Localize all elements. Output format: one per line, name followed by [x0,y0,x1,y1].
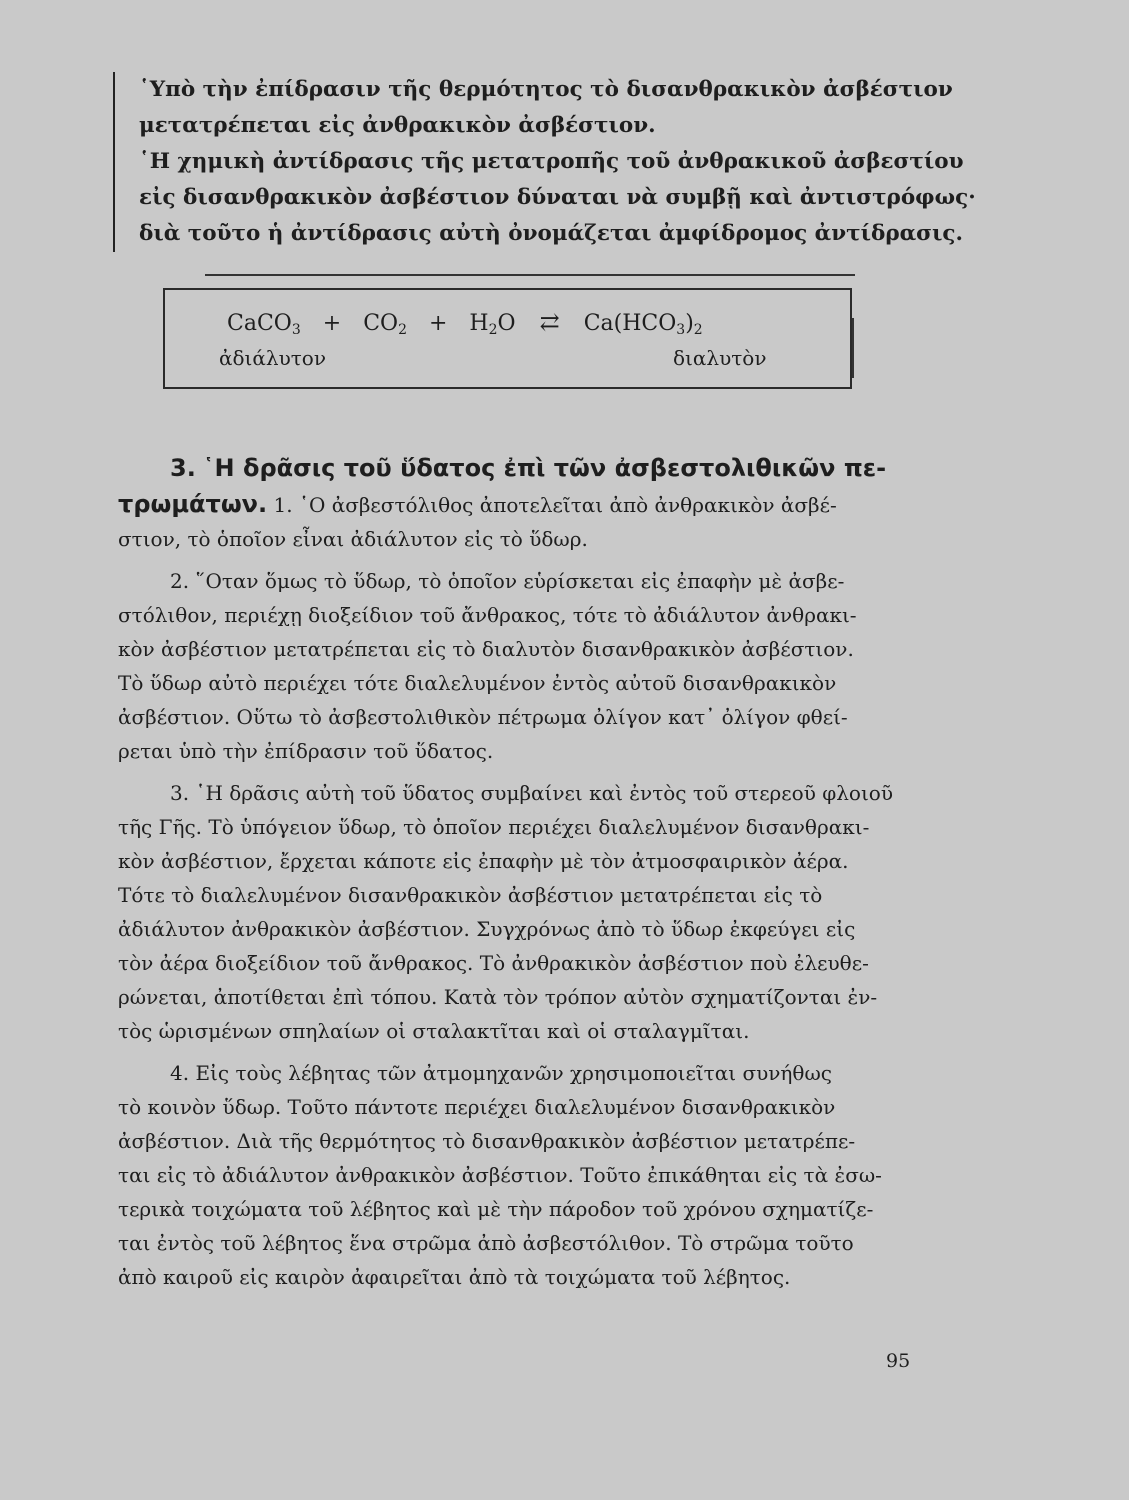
paragraph-4 [118,1056,918,1294]
paragraph-2 [118,564,918,768]
paragraph-line: ἀδιάλυτον ἀνθρακικὸν ἀσβέστιον. Συγχρόνως ἀπὸ τὸ ὕδωρ ἐκφεύγει εἰς [118,917,856,941]
paragraph-line: ἀπὸ καιροῦ εἰς καιρὸν ἀφαιρεῖται ἀπὸ τὰ τοιχώματα τοῦ λέβητος. [118,1265,791,1289]
paragraph-line: κὸν ἀσβέστιον μετατρέπεται εἰς τὸ διαλυτὸν δισανθρακικὸν ἀσβέστιον. [118,637,854,661]
paragraph-line: 3. ῾Η δρᾶσις αὐτὴ τοῦ ὕδατος συμβαίνει καὶ ἐντὸς τοῦ στερεοῦ φλοιοῦ [170,781,893,805]
equation-top-rule [205,274,855,276]
paragraph-line: ται ἐντὸς τοῦ λέβητος ἕνα στρῶμα ἀπὸ ἀσβεστόλιθον. Τὸ στρῶμα τοῦτο [118,1231,854,1255]
equation-box [163,288,852,389]
paragraph-line: τὸ κοινὸν ὕδωρ. Τοῦτο πάντοτε περιέχει διαλελυμένον δισανθρακικὸν [118,1095,836,1119]
reactant-h2o: $H_2O$ [469,311,516,338]
paragraph-line: τὸς ὡρισμένων σπηλαίων οἱ σταλακτῖται καὶ οἱ σταλαγμῖται. [118,1019,750,1043]
label-soluble: διαλυτὸν [673,346,767,370]
paragraph-line: ἀσβέστιον. Διὰ τῆς θερμότητος τὸ δισανθρακικὸν ἀσβέστιον μετατρέπε- [118,1129,856,1153]
paragraph-1-start: 1. ῾Ο ἀσβεστόλιθος ἀποτελεῖται ἀπὸ ἀνθρακικὸν ἀσβέ- [267,493,837,517]
paragraph-line: 4. Εἰς τοὺς λέβητας τῶν ἀτμομηχανῶν χρησιμοποιεῖται συνήθως [170,1061,832,1085]
paragraph-line: ται εἰς τὸ ἀδιάλυτον ἀνθρακικὸν ἀσβέστιον. Τοῦτο ἐπικάθηται εἰς τὰ ἐσω- [118,1163,882,1187]
product-ca-hco3-2: $Ca(HCO_3)_2$ [583,311,703,338]
reactant-caco3: CaCO$_3$ [227,311,301,338]
paragraph-line: Τὸ ὕδωρ αὐτὸ περιέχει τότε διαλελυμένον ἐντὸς αὐτοῦ δισανθρακικὸν [118,671,837,695]
label-insoluble: ἀδιάλυτον [219,346,326,370]
paragraph-line: ἀσβέστιον. Οὕτω τὸ ἀσβεστολιθικὸν πέτρωμα ὀλίγον κατ᾽ ὀλίγον φθεί- [118,705,848,729]
heading-title-continued: τρωμάτων. [118,490,268,518]
reactant-co2: $CO_2$ [363,311,407,338]
paragraph-line: στιον, τὸ ὁποῖον εἶναι ἀδιάλυτον εἰς τὸ ὕδωρ. [118,527,588,551]
equilibrium-arrow-icon: ⇄ [539,308,560,336]
plus-sign: + [322,311,342,336]
equation-box-side-rule [852,318,854,378]
summary-line: εἰς δισανθρακικὸν ἀσβέστιον δύναται νὰ συμβῇ καὶ ἀντιστρόφως· [139,185,976,210]
paragraph-line: Τότε τὸ διαλελυμένον δισανθρακικὸν ἀσβέστιον μετατρέπεται εἰς τὸ [118,883,823,907]
paragraph-line: στόλιθον, περιέχῃ διοξείδιον τοῦ ἄνθρακος, τότε τὸ ἀδιάλυτον ἀνθρακι- [118,603,857,627]
summary-line: ῾Υπὸ τὴν ἐπίδρασιν τῆς θερμότητος τὸ δισανθρακικὸν ἀσβέστιον [139,77,953,102]
paragraph-line: ρώνεται, ἀποτίθεται ἐπὶ τόπου. Κατὰ τὸν τρόπον αὐτὸν σχηματίζονται ἐν- [118,985,878,1009]
heading-number: 3. [170,454,196,482]
heading-title: ῾Η δρᾶσις τοῦ ὕδατος ἐπὶ τῶν ἀσβεστολιθικῶν πε- [202,454,887,482]
section-3 [118,450,918,1294]
page-number: 95 [886,1350,911,1372]
summary-box [113,72,976,252]
summary-line: ῾Η χημικὴ ἀντίδρασις τῆς μετατροπῆς τοῦ ἀνθρακικοῦ ἀσβεστίου [139,149,964,174]
summary-line: διὰ τοῦτο ἡ ἀντίδρασις αὐτὴ ὀνομάζεται ἀμφίδρομος ἀντίδρασις. [139,221,964,246]
paragraph-line: τῆς Γῆς. Τὸ ὑπόγειον ὕδωρ, τὸ ὁποῖον περιέχει διαλελυμένον δισανθρακι- [118,815,870,839]
paragraph-line [118,487,918,522]
paragraph-line: 2. ῞Οταν ὅμως τὸ ὕδωρ, τὸ ὁποῖον εὑρίσκεται εἰς ἐπαφὴν μὲ ἀσβε- [170,569,845,593]
chemical-equation [227,308,703,338]
paragraph-line: τερικὰ τοιχώματα τοῦ λέβητος καὶ μὲ τὴν πάροδον τοῦ χρόνου σχηματίζε- [118,1197,874,1221]
summary-line: μετατρέπεται εἰς ἀνθρακικὸν ἀσβέστιον. [139,113,656,138]
paragraph-line: ρεται ὑπὸ τὴν ἐπίδρασιν τοῦ ὕδατος. [118,739,494,763]
paragraph-line: τὸν ἀέρα διοξείδιον τοῦ ἄνθρακος. Τὸ ἀνθρακικὸν ἀσβέστιον ποὺ ἐλευθε- [118,951,869,975]
paragraph-line: κὸν ἀσβέστιον, ἔρχεται κάποτε εἰς ἐπαφὴν μὲ τὸν ἀτμοσφαιρικὸν ἀέρα. [118,849,849,873]
plus-sign: + [428,311,448,336]
paragraph-3 [118,776,918,1048]
section-heading [118,450,918,487]
